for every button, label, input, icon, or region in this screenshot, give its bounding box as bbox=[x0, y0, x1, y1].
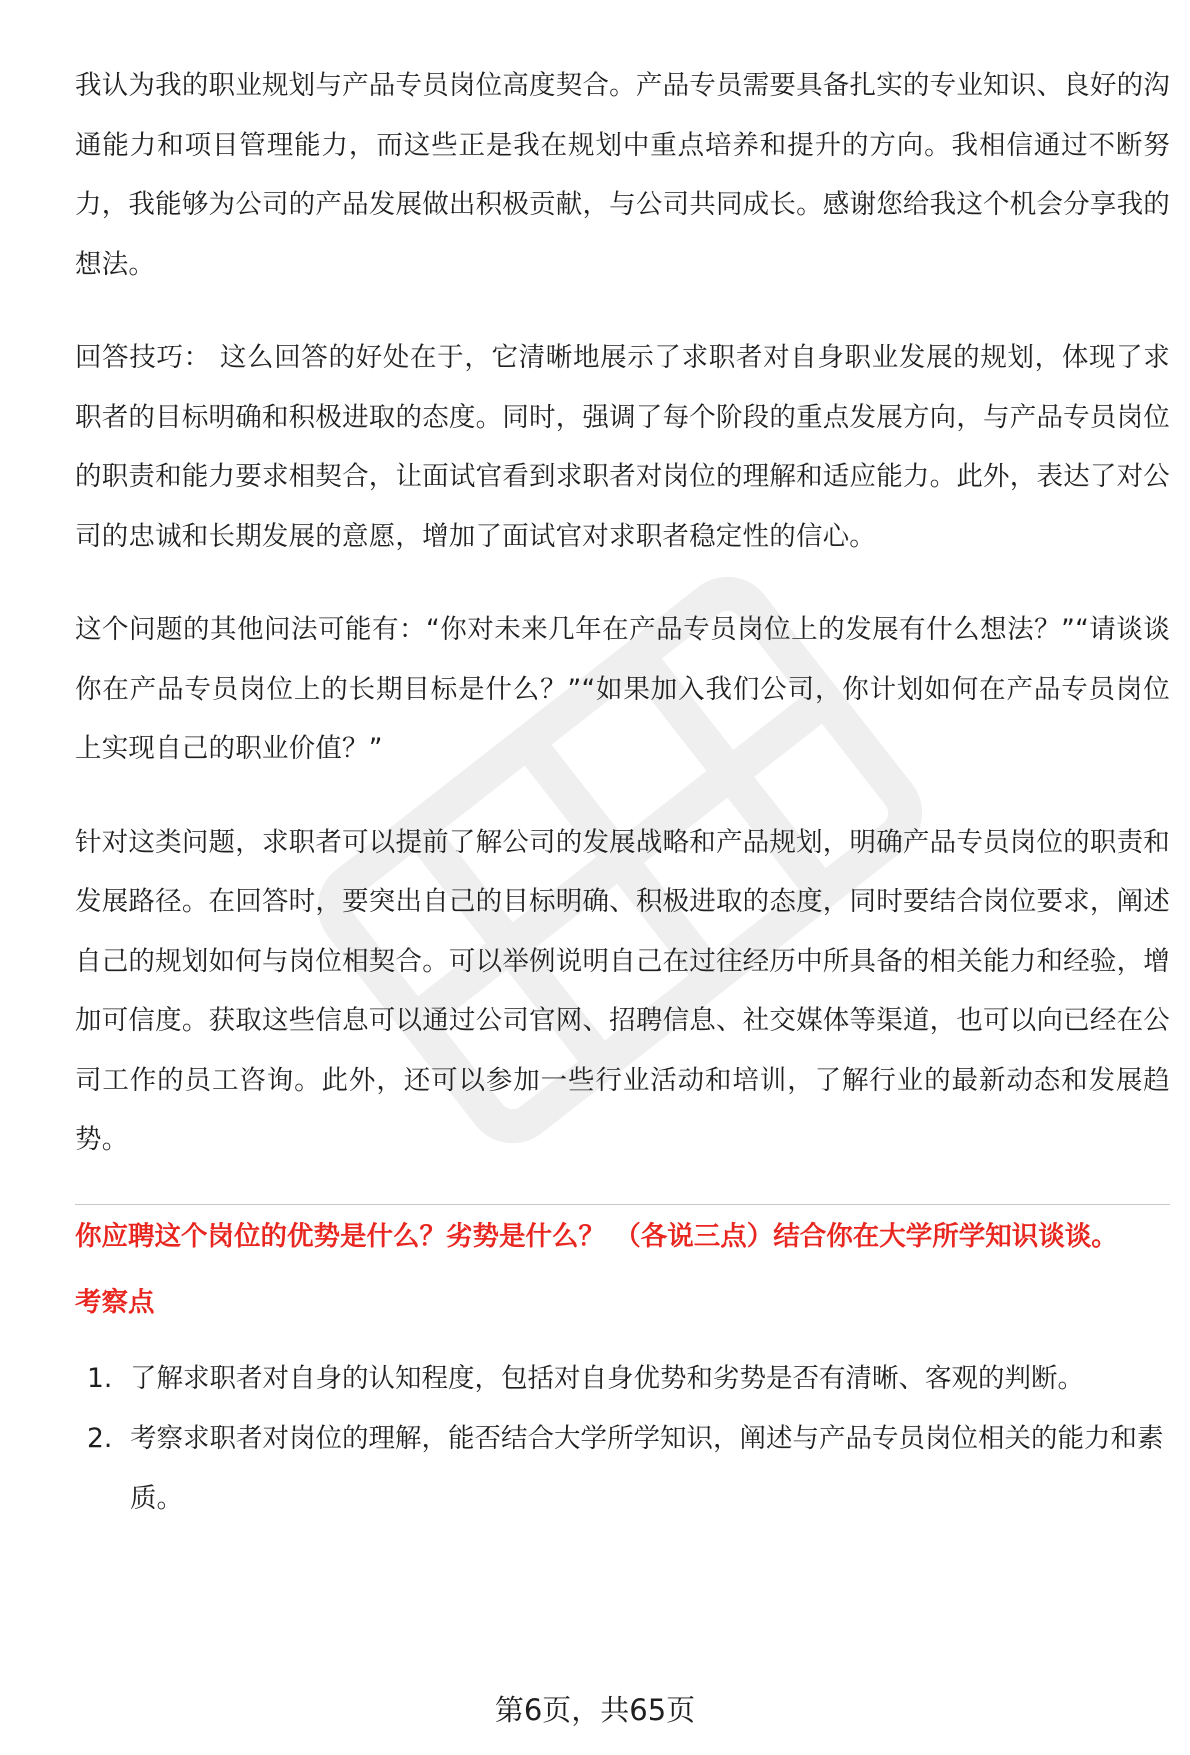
paragraph-answer-tips: 回答技巧： 这么回答的好处在于，它清晰地展示了求职者对自身职业发展的规划，体现了求职者的目标明确和积极进取的态度。同时，强调了每个阶段的重点发展方向，与产品专员岗位的职责和能力要求相契合，让面试官看到求职者对岗位的理解和适应能力。此外，表达了对公司的忠诚和长期发展的意愿，增加了面试官对求职者稳定性的信心。 bbox=[75, 342, 1170, 552]
question-heading: 你应聘这个岗位的优势是什么？劣势是什么？ （各说三点）结合你在大学所学知识谈谈。 bbox=[75, 1220, 1118, 1252]
list-item bbox=[75, 1409, 1170, 1529]
list-text: 考察求职者对岗位的理解，能否结合大学所学知识，阐述与产品专员岗位相关的能力和素质。 bbox=[130, 1422, 1164, 1514]
paragraph-advice: 针对这类问题，求职者可以提前了解公司的发展战略和产品规划，明确产品专员岗位的职责和发展路径。在回答时，要突出自己的目标明确、积极进取的态度，同时要结合岗位要求，阐述自己的规划如何与岗位相契合。可以举例说明自己在过往经历中所具备的相关能力和经验，增加可信度。获取这些信息可以通过公司官网、招聘信息、社交媒体等渠道，也可以向已经在公司工作的员工咨询。此外，还可以参加一些行业活动和培训，了解行业的最新动态和发展趋势。 bbox=[75, 826, 1170, 1155]
list-item bbox=[75, 1349, 1170, 1409]
page-number: 第6页，共65页 bbox=[494, 1693, 696, 1727]
list-number: 1. bbox=[87, 1362, 113, 1394]
paragraph-career-fit: 我认为我的职业规划与产品专员岗位高度契合。产品专员需要具备扎实的专业知识、良好的沟通能力和项目管理能力，而这些正是我在规划中重点培养和提升的方向。我相信通过不断努力，我能够为公司的产品发展做出积极贡献，与公司共同成长。感谢您给我这个机会分享我的想法。 bbox=[75, 70, 1170, 280]
assessment-list bbox=[75, 1349, 1170, 1529]
assessment-heading: 考察点 bbox=[75, 1286, 155, 1318]
list-number: 2. bbox=[87, 1422, 113, 1454]
document-body bbox=[75, 56, 1170, 1529]
paragraph-alternative-questions: 这个问题的其他问法可能有：“你对未来几年在产品专员岗位上的发展有什么想法？”“请谈谈你在产品专员岗位上的长期目标是什么？”“如果加入我们公司，你计划如何在产品专员岗位上实现自己的职业价值？” bbox=[75, 614, 1170, 764]
section-divider bbox=[75, 1204, 1170, 1205]
list-text: 了解求职者对自身的认知程度，包括对自身优势和劣势是否有清晰、客观的判断。 bbox=[130, 1362, 1084, 1394]
